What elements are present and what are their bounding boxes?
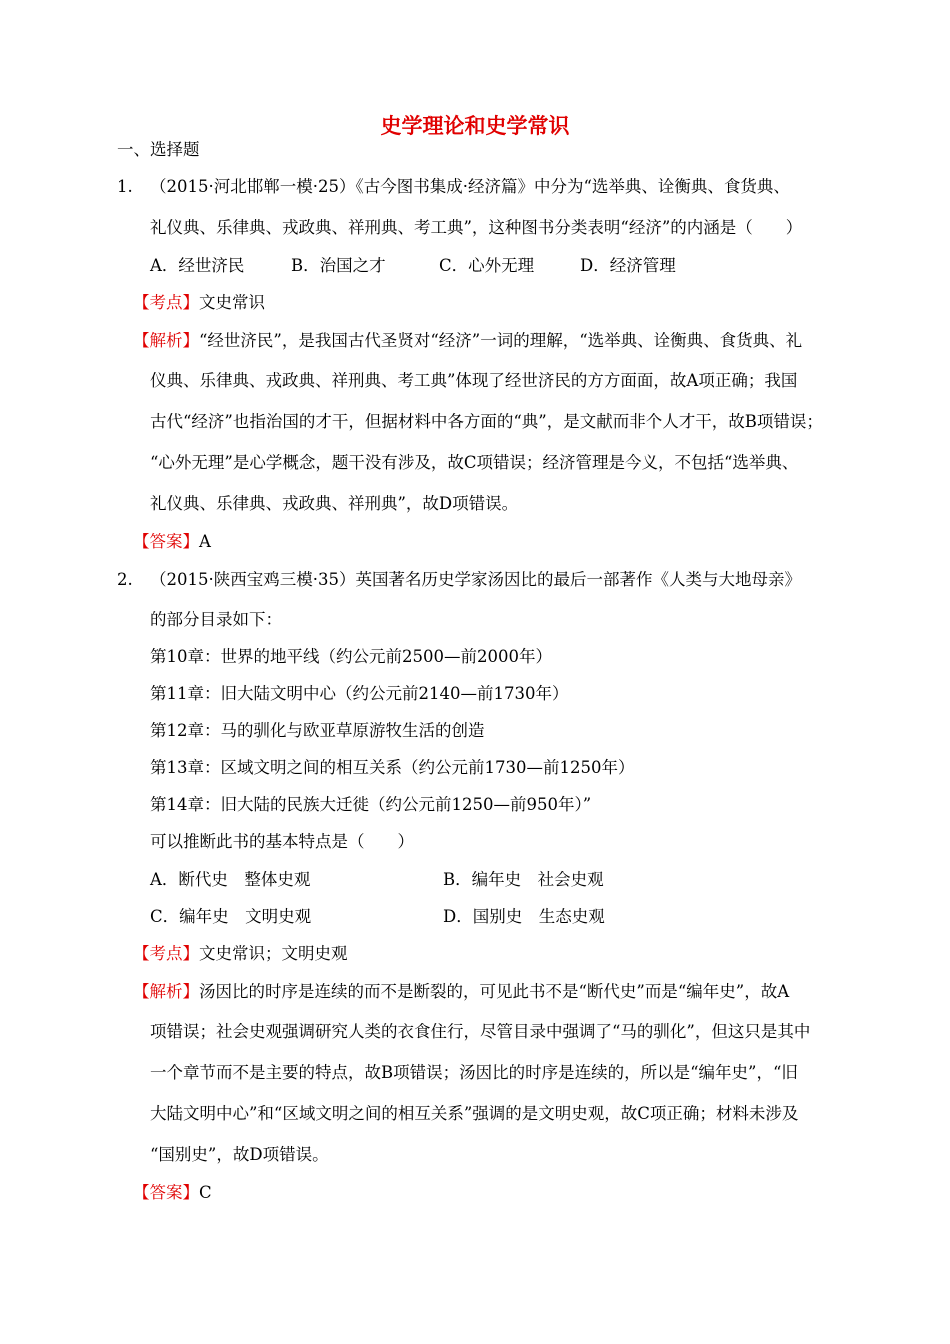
q2-chapter-12: 第12章：马的驯化与欧亚草原游牧生活的创造 (150, 721, 485, 740)
answer-text: A (199, 532, 211, 551)
q1-option-a: A．经世济民 (150, 256, 245, 275)
q2-jiexi-line2: 项错误；社会史观强调研究人类的衣食住行，尽管目录中强调了“马的驯化”，但这只是其中 (150, 1022, 811, 1041)
jiexi-text: 汤因比的时序是连续的而不是断裂的，可见此书不是“断代史”而是“编年史”，故A (199, 982, 790, 1001)
jiexi-tag: 【解析】 (133, 982, 199, 1001)
q1-option-d: D．经济管理 (580, 256, 676, 275)
kaodian-tag: 【考点】 (133, 944, 199, 963)
q2-jiexi-line1 (133, 981, 789, 1003)
q1-jiexi-line1 (133, 330, 802, 352)
q2-jiexi-line3: 一个章节而不是主要的特点，故B项错误；汤因比的时序是连续的，所以是“编年史”，“旧 (150, 1063, 798, 1082)
q2-jiexi-line4: 大陆文明中心”和“区域文明之间的相互关系”强调的是文明史观，故C项正确；材料未涉及 (150, 1104, 799, 1123)
q1-jiexi-line2: 仪典、乐律典、戎政典、祥刑典、考工典”体现了经世济民的方方面面，故A项正确；我国 (150, 371, 798, 390)
q2-chapter-10: 第10章：世界的地平线（约公元前2500—前2000年） (150, 647, 552, 666)
q1-jiexi-line4: “心外无理”是心学概念，题干没有涉及，故C项错误；经济管理是今义，不包括“选举典、 (150, 453, 799, 472)
kaodian-text: 文史常识 (199, 293, 265, 312)
q2-stem-line1: （2015·陕西宝鸡三模·35）英国著名历史学家汤因比的最后一部著作《人类与大地母亲》 (150, 570, 801, 589)
q2-answer (133, 1182, 212, 1204)
q2-question: 可以推断此书的基本特点是（ ） (150, 832, 414, 851)
jiexi-tag: 【解析】 (133, 331, 199, 350)
q2-jiexi-line5: “国别史”，故D项错误。 (150, 1145, 329, 1164)
answer-tag: 【答案】 (133, 532, 199, 551)
q2-stem-line2: 的部分目录如下： (150, 610, 282, 629)
q1-number: 1. (117, 177, 133, 196)
q2-option-a: A．断代史 整体史观 (150, 870, 311, 889)
q2-kaodian (133, 943, 348, 965)
q1-option-b: B．治国之才 (291, 256, 386, 275)
q2-chapter-13: 第13章：区域文明之间的相互关系（约公元前1730—前1250年） (150, 758, 635, 777)
q1-stem-line1: （2015·河北邯郸一模·25）《古今图书集成·经济篇》中分为“选举典、诠衡典、食货典、 (150, 177, 790, 196)
section-heading: 一、选择题 (117, 140, 200, 159)
kaodian-tag: 【考点】 (133, 293, 199, 312)
q2-option-d: D．国别史 生态史观 (443, 907, 605, 926)
q2-number: 2. (117, 570, 133, 589)
q1-stem-line2: 礼仪典、乐律典、戎政典、祥刑典、考工典”，这种图书分类表明“经济”的内涵是（ ） (150, 218, 803, 237)
q1-kaodian (133, 292, 265, 314)
q2-chapter-11: 第11章：旧大陆文明中心（约公元前2140—前1730年） (150, 684, 569, 703)
q1-option-c: C．心外无理 (439, 256, 535, 275)
q1-jiexi-line5: 礼仪典、乐律典、戎政典、祥刑典”，故D项错误。 (150, 494, 519, 513)
answer-tag: 【答案】 (133, 1183, 199, 1202)
q1-answer (133, 531, 211, 553)
q2-chapter-14: 第14章：旧大陆的民族大迁徙（约公元前1250—前950年）” (150, 795, 592, 814)
q2-option-c: C．编年史 文明史观 (150, 907, 312, 926)
kaodian-text: 文史常识；文明史观 (199, 944, 348, 963)
answer-text: C (199, 1183, 212, 1202)
q2-option-b: B．编年史 社会史观 (443, 870, 604, 889)
q1-jiexi-line3: 古代“经济”也指治国的才干，但据材料中各方面的“典”，是文献而非个人才干，故B项错误； (150, 412, 823, 431)
page-title: 史学理论和史学常识 (380, 113, 570, 138)
jiexi-text: “经世济民”，是我国古代圣贤对“经济”一词的理解，“选举典、诠衡典、食货典、礼 (199, 331, 803, 350)
